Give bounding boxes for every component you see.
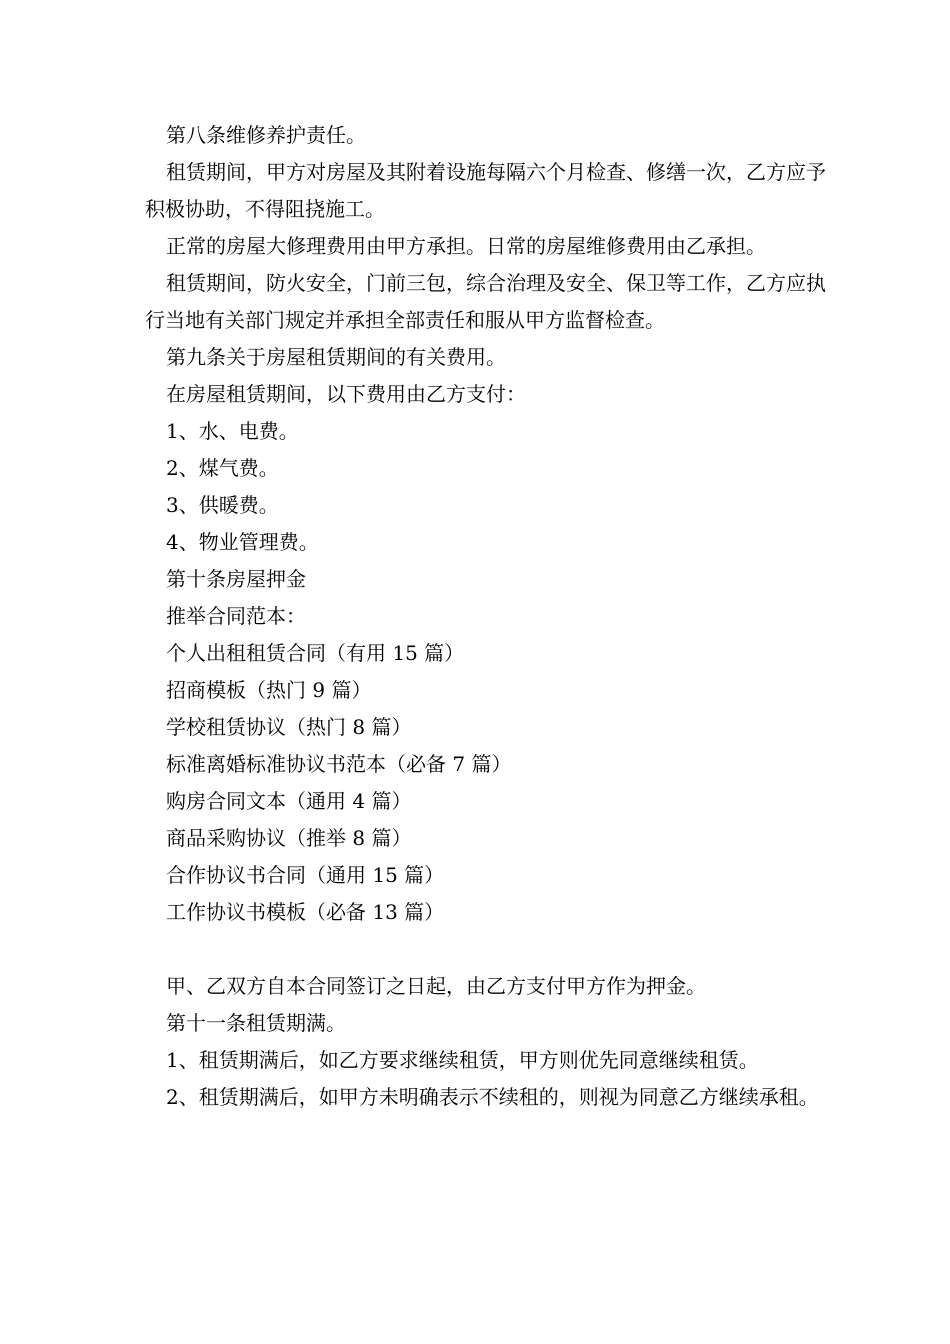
list-item: 1、租赁期满后，如乙方要求继续租赁，甲方则优先同意继续租赁。: [166, 1048, 759, 1072]
recommend-heading: 推举合同范本：: [166, 604, 306, 628]
list-item: 1、水、电费。: [166, 419, 299, 443]
recommend-link: 合作协议书合同（通用 15 篇）: [166, 863, 445, 887]
list-item: 4、物业管理费。: [166, 530, 319, 554]
recommend-link: 购房合同文本（通用 4 篇）: [166, 789, 412, 813]
recommend-link: 学校租赁协议（热门 8 篇）: [166, 715, 412, 739]
blank-line: [145, 931, 830, 968]
recommend-link: 商品采购协议（推举 8 篇）: [166, 826, 412, 850]
paragraph: 第十一条租赁期满。: [166, 1011, 346, 1035]
recommend-link: 个人出租租赁合同（有用 15 篇）: [166, 641, 465, 665]
paragraph: 第九条关于房屋租赁期间的有关费用。: [166, 345, 506, 369]
article-11-section: [145, 968, 830, 1116]
recommend-link: 招商模板（热门 9 篇）: [166, 678, 372, 702]
paragraph: 正常的房屋大修理费用由甲方承担。日常的房屋维修费用由乙承担。: [166, 234, 766, 258]
article-9-section: [145, 339, 830, 561]
list-item: 2、煤气费。: [166, 456, 279, 480]
paragraph: 租赁期间，甲方对房屋及其附着设施每隔六个月检查、修缮一次，乙方应予积极协助，不得阻挠施工。: [145, 160, 826, 221]
paragraph: 租赁期间，防火安全，门前三包，综合治理及安全、保卫等工作，乙方应执行当地有关部门规定并承担全部责任和服从甲方监督检查。: [145, 271, 826, 332]
paragraph: 甲、乙双方自本合同签订之日起，由乙方支付甲方作为押金。: [166, 974, 706, 998]
paragraph: 第八条维修养护责任。: [166, 123, 366, 147]
recommend-link: 工作协议书模板（必备 13 篇）: [166, 900, 445, 924]
paragraph: 第十条房屋押金: [166, 567, 306, 591]
list-item: 2、租赁期满后，如甲方未明确表示不续租的，则视为同意乙方继续承租。: [166, 1085, 819, 1109]
recommend-link: 标准离婚标准协议书范本（必备 7 篇）: [166, 752, 512, 776]
list-item: 3、供暖费。: [166, 493, 279, 517]
article-10-section: [145, 561, 830, 931]
article-8-section: [145, 117, 830, 339]
paragraph: 在房屋租赁期间，以下费用由乙方支付：: [166, 382, 526, 406]
